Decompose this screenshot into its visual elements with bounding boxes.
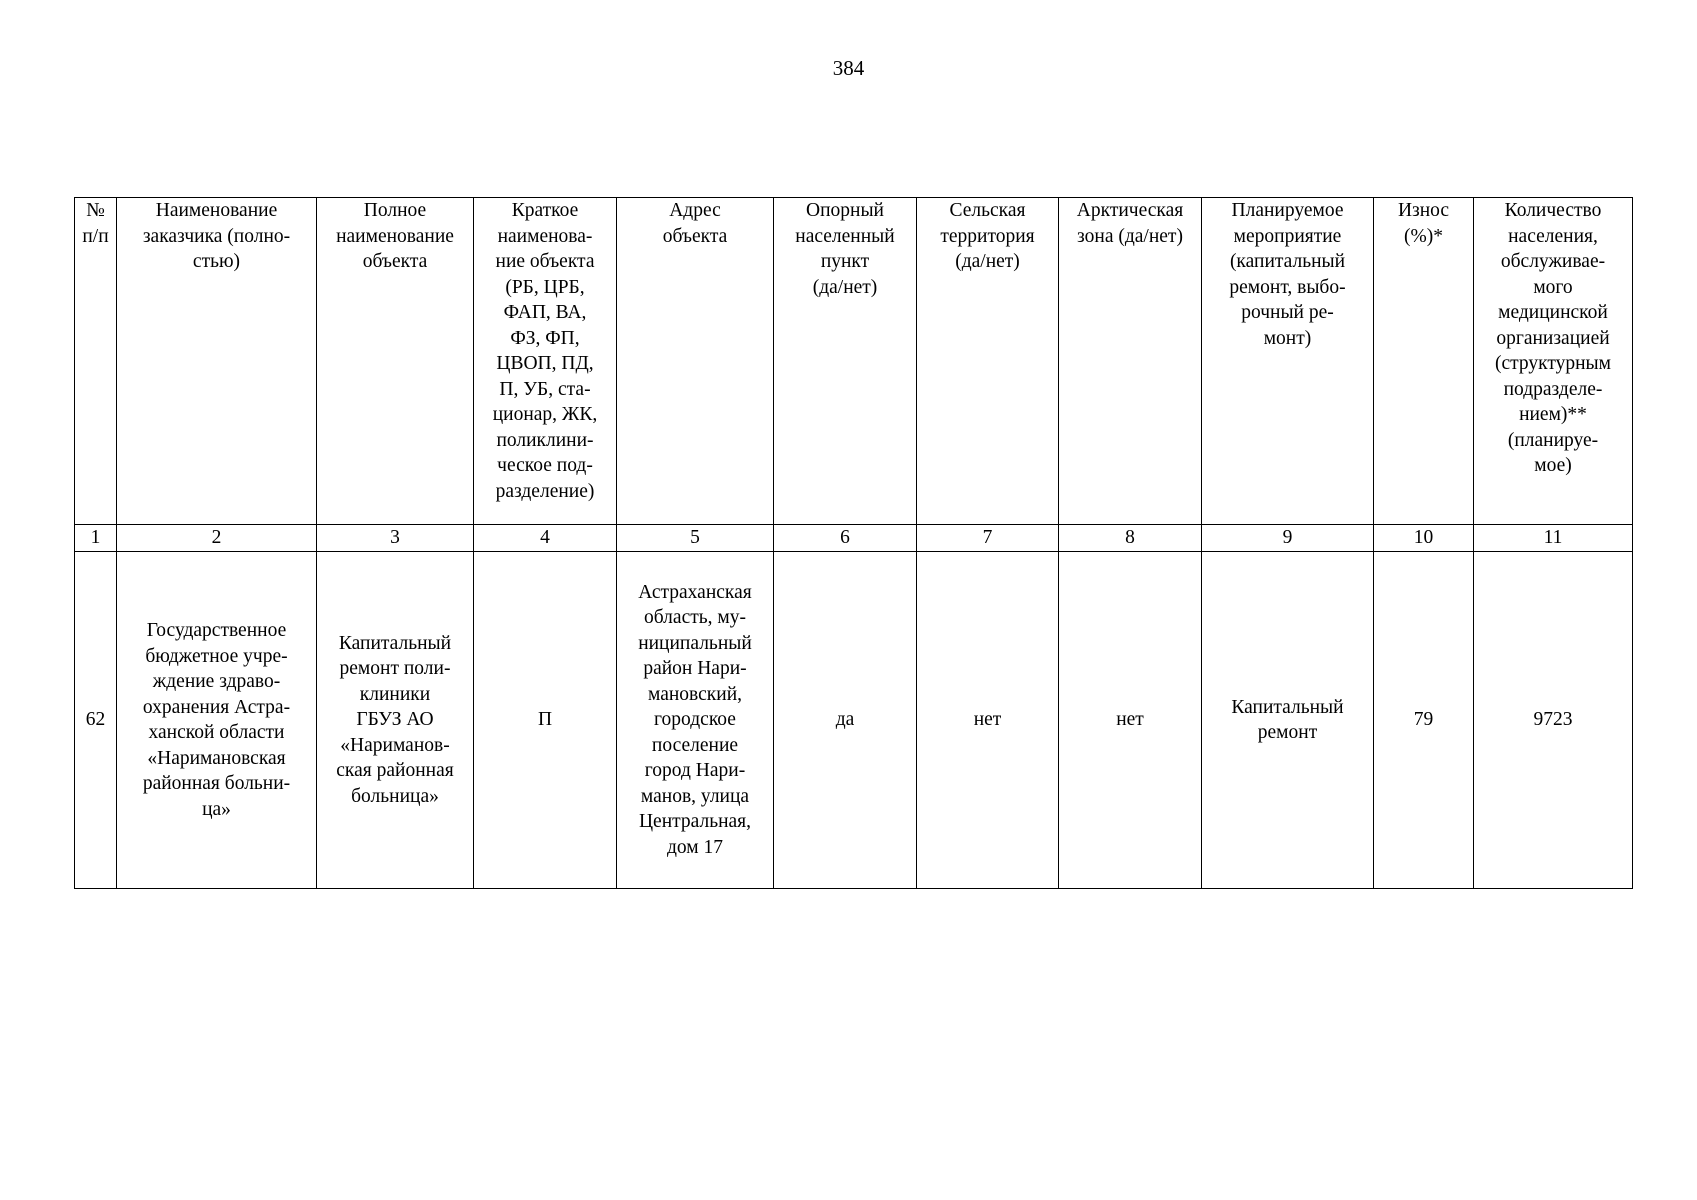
cell-arctic-zone: нет	[1059, 552, 1202, 889]
page-number: 384	[832, 56, 865, 80]
cell-rural-territory: нет	[917, 552, 1059, 889]
column-number: 9	[1202, 525, 1374, 552]
column-number: 7	[917, 525, 1059, 552]
cell-planned-measure: Капитальный ремонт	[1202, 552, 1374, 889]
cell-object-full-name: Капитальный ремонт поли- клиники ГБУЗ АО «Нариманов- ская районная больница»	[317, 552, 474, 889]
column-number: 1	[75, 525, 117, 552]
cell-population: 9723	[1474, 552, 1633, 889]
cell-object-address: Астраханская область, му- ниципальный район Нари- мановский, городское поселение город Нари- манов, улица Центральная, дом 17	[617, 552, 774, 889]
column-number: 4	[474, 525, 617, 552]
header-population: Количество населения, обслуживае- мого медицинской организацией (структурным подразделе- нием)** (планируе- мое)	[1474, 198, 1633, 525]
header-object-short-name: Краткое наименова- ние объекта (РБ, ЦРБ, ФАП, ВА, ФЗ, ФП, ЦВОП, ПД, П, УБ, ста- ционар, ЖК, поликлини- ческое под- разделение)	[474, 198, 617, 525]
cell-support-settlement: да	[774, 552, 917, 889]
column-number: 10	[1374, 525, 1474, 552]
column-number: 11	[1474, 525, 1633, 552]
header-rural-territory: Сельская территория (да/нет)	[917, 198, 1059, 525]
cell-object-short-name: П	[474, 552, 617, 889]
column-number-row	[75, 525, 1633, 552]
cell-index: 62	[75, 552, 117, 889]
header-support-settlement: Опорный населенный пункт (да/нет)	[774, 198, 917, 525]
column-number: 6	[774, 525, 917, 552]
header-arctic-zone: Арктическая зона (да/нет)	[1059, 198, 1202, 525]
header-planned-measure: Планируемое мероприятие (капитальный ремонт, выбо- рочный ре- монт)	[1202, 198, 1374, 525]
column-number: 3	[317, 525, 474, 552]
header-row	[75, 198, 1633, 525]
column-number: 2	[117, 525, 317, 552]
column-number: 5	[617, 525, 774, 552]
facility-table	[74, 197, 1633, 889]
cell-wear: 79	[1374, 552, 1474, 889]
cell-customer-name: Государственное бюджетное учре- ждение здраво- охранения Астра- ханской области «Наримановская районная больни- ца»	[117, 552, 317, 889]
header-wear: Износ (%)*	[1374, 198, 1474, 525]
table-row	[75, 552, 1633, 889]
column-number: 8	[1059, 525, 1202, 552]
header-object-address: Адрес объекта	[617, 198, 774, 525]
header-index: № п/п	[75, 198, 117, 525]
header-object-full-name: Полное наименование объекта	[317, 198, 474, 525]
header-customer-name: Наименование заказчика (полно- стью)	[117, 198, 317, 525]
